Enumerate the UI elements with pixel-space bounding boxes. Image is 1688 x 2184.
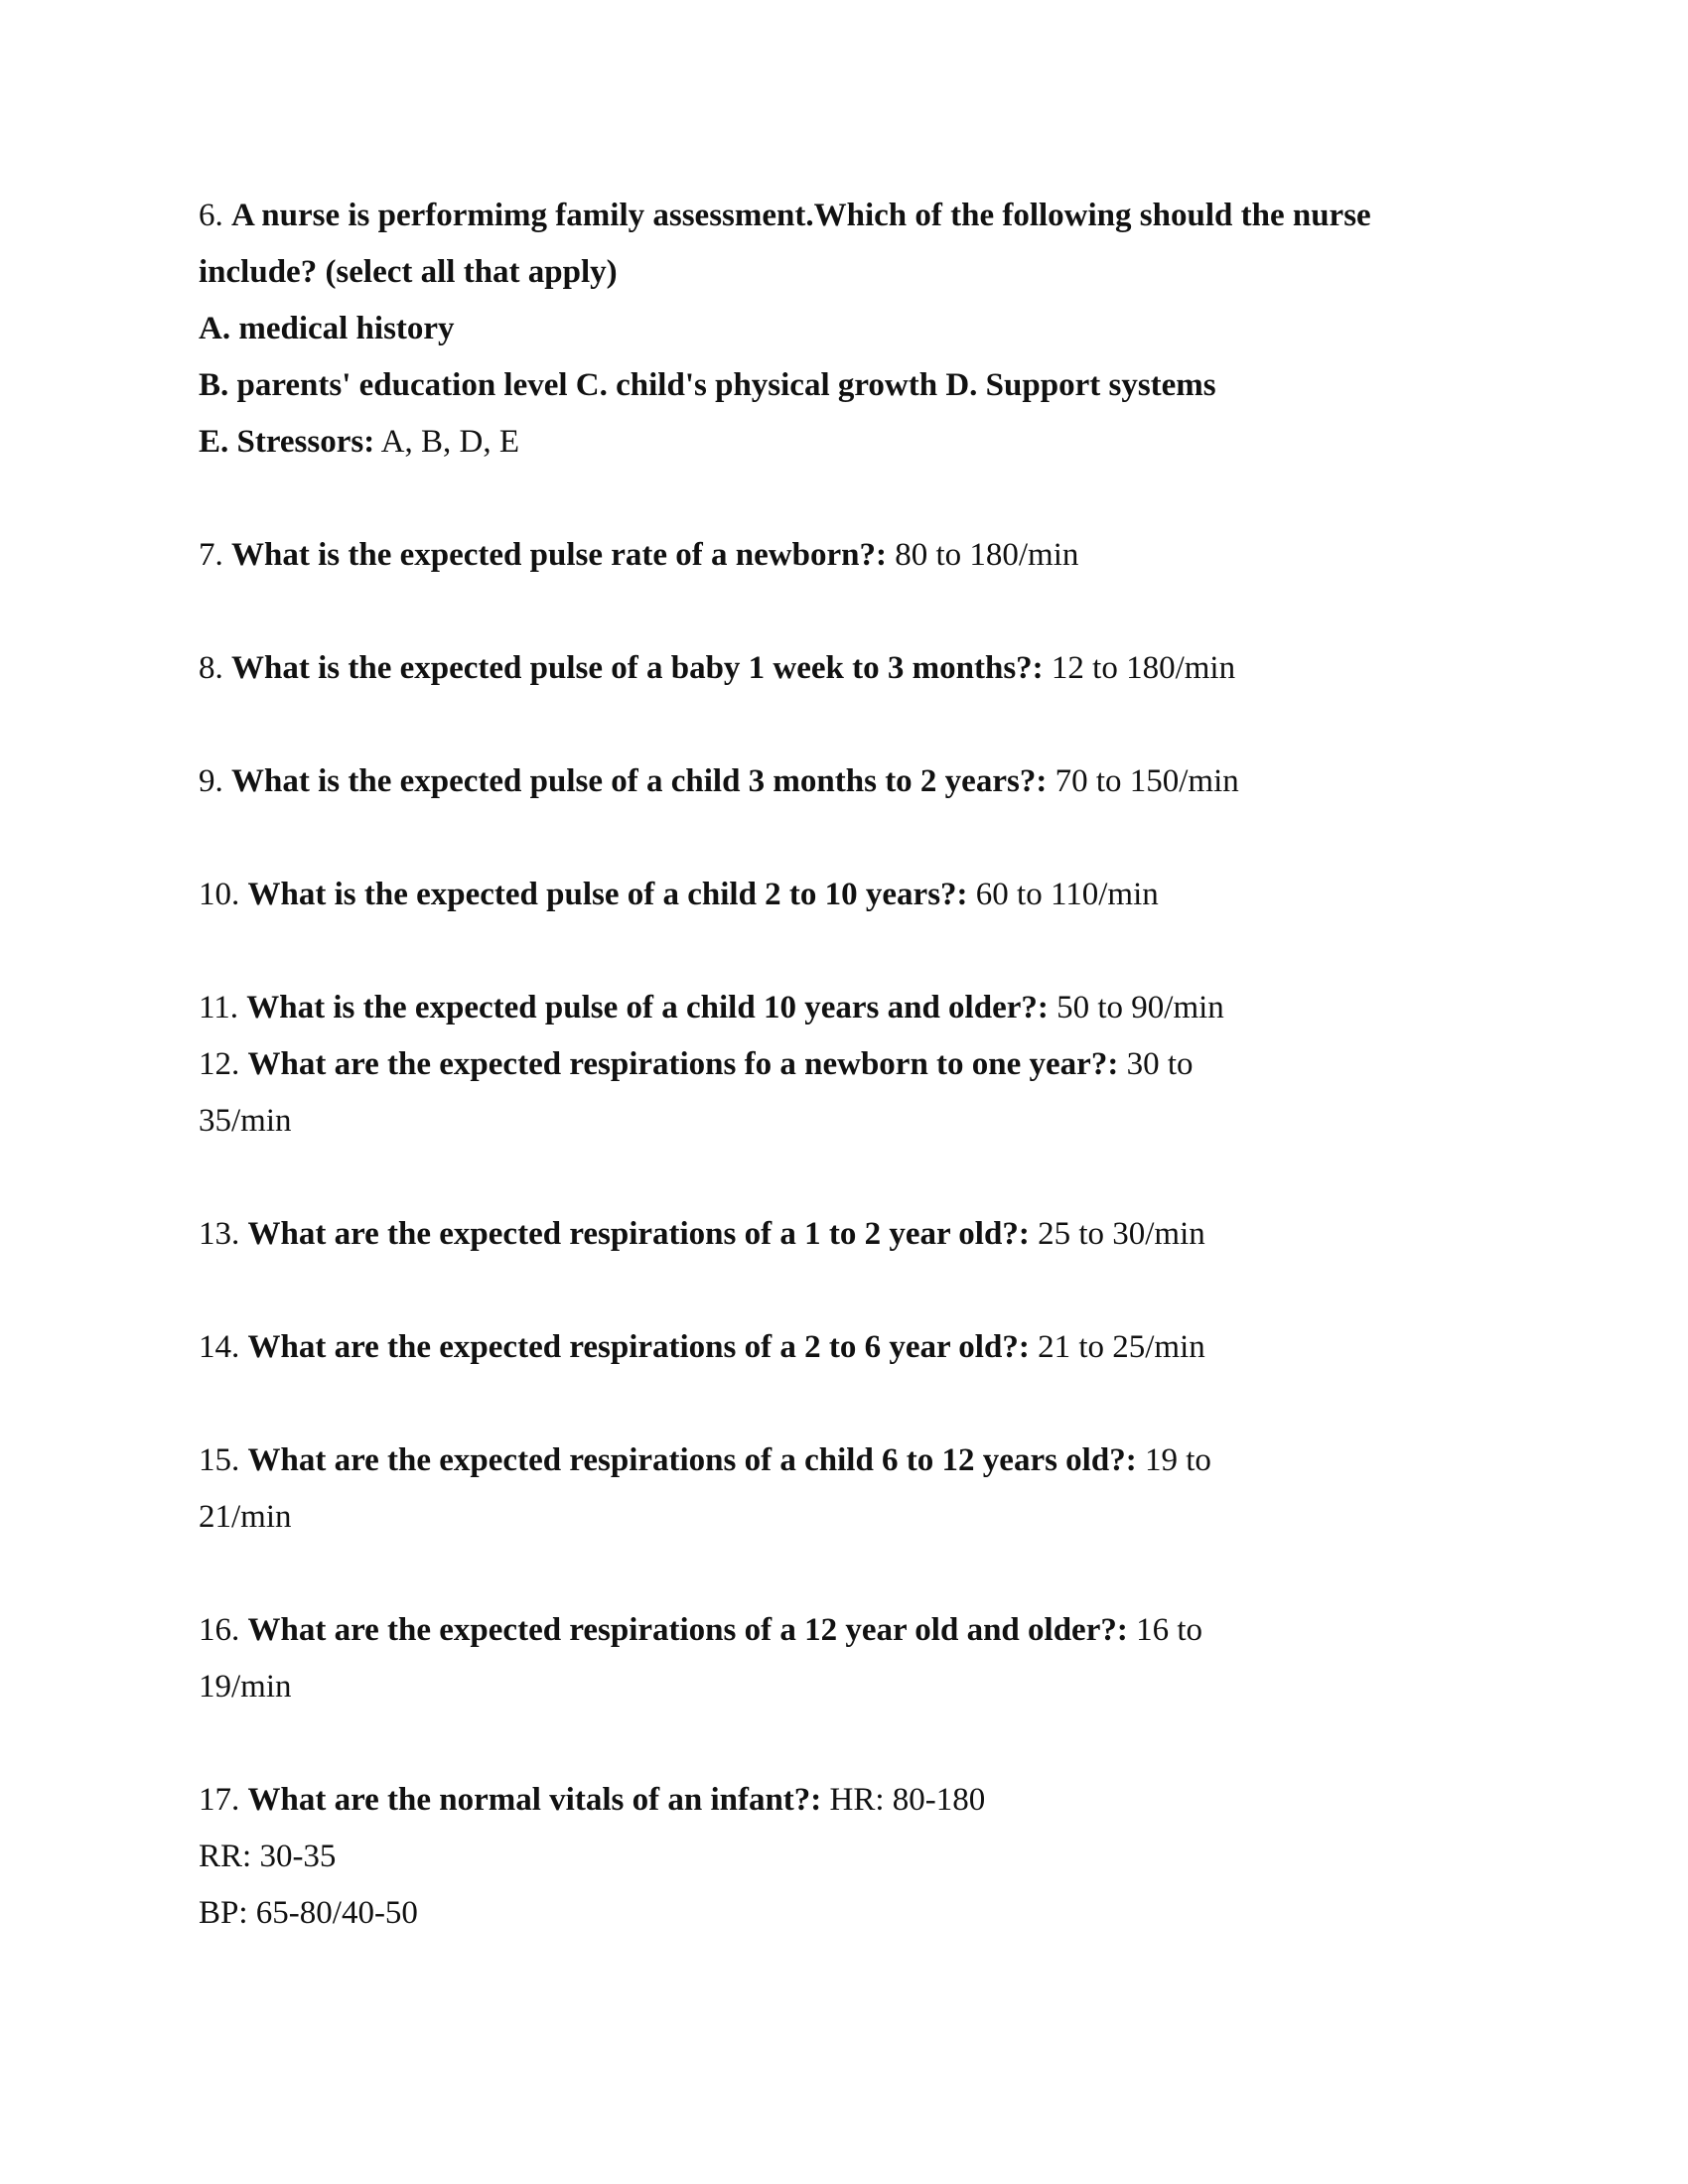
q14-question: What are the expected respirations of a 2 to 6 year old?:	[247, 1329, 1030, 1365]
q8-question: What is the expected pulse of a baby 1 week to 3 months?:	[231, 650, 1044, 686]
q7-number: 7.	[199, 537, 223, 573]
q17-answer-hr: HR: 80-180	[829, 1782, 986, 1818]
q11-number: 11.	[199, 990, 239, 1025]
q16-question: What are the expected respirations of a 12 year old and older?:	[247, 1612, 1128, 1648]
q12-line1	[199, 1044, 1489, 1084]
q17-answer-bp: BP: 65-80/40-50	[199, 1895, 418, 1931]
q11-answer: 50 to 90/min	[1056, 990, 1224, 1025]
q14-answer: 21 to 25/min	[1038, 1329, 1205, 1365]
q6-line1	[199, 196, 1489, 235]
q9-number: 9.	[199, 763, 223, 799]
q16-number: 16.	[199, 1612, 240, 1648]
q12-question: What are the expected respirations fo a newborn to one year?:	[247, 1046, 1119, 1082]
q9-question: What is the expected pulse of a child 3 months to 2 years?:	[231, 763, 1048, 799]
q11-line	[199, 988, 1489, 1027]
q15-answer-part2: 21/min	[199, 1499, 292, 1535]
q9-line	[199, 761, 1489, 801]
q13-answer: 25 to 30/min	[1038, 1216, 1205, 1252]
q6-number: 6.	[199, 198, 223, 233]
q17-question: What are the normal vitals of an infant?:	[247, 1782, 822, 1818]
q6-options-bcd: B. parents' education level C. child's physical growth D. Support systems	[199, 367, 1216, 403]
q6-question-line2: include? (select all that apply)	[199, 254, 618, 290]
q15-question: What are the expected respirations of a child 6 to 12 years old?:	[247, 1442, 1137, 1478]
q10-answer: 60 to 110/min	[975, 877, 1159, 912]
q15-number: 15.	[199, 1442, 240, 1478]
q17-number: 17.	[199, 1782, 240, 1818]
q14-number: 14.	[199, 1329, 240, 1365]
q8-answer: 12 to 180/min	[1051, 650, 1236, 686]
q12-answer-part2: 35/min	[199, 1103, 292, 1139]
q13-line	[199, 1214, 1489, 1254]
q10-question: What is the expected pulse of a child 2 to 10 years?:	[247, 877, 968, 912]
q16-answer-part1: 16 to	[1136, 1612, 1203, 1648]
q7-line	[199, 535, 1489, 575]
q6-question-line1: A nurse is performimg family assessment.Which of the following should the nurse	[231, 198, 1371, 233]
q10-number: 10.	[199, 877, 240, 912]
q16-answer-part2: 19/min	[199, 1669, 292, 1705]
q13-question: What are the expected respirations of a 1 to 2 year old?:	[247, 1216, 1030, 1252]
q7-question: What is the expected pulse rate of a newborn?:	[231, 537, 887, 573]
q15-line1	[199, 1440, 1489, 1480]
q6-answer: A, B, D, E	[380, 424, 519, 460]
q12-number: 12.	[199, 1046, 240, 1082]
q10-line	[199, 875, 1489, 914]
q6-option-e: E. Stressors:	[199, 424, 375, 460]
q17-answer-rr: RR: 30-35	[199, 1839, 337, 1874]
q11-question: What is the expected pulse of a child 10 years and older?:	[246, 990, 1049, 1025]
q13-number: 13.	[199, 1216, 240, 1252]
q17-line1	[199, 1780, 1489, 1820]
q6-option-a: A. medical history	[199, 311, 455, 346]
q15-answer-part1: 19 to	[1144, 1442, 1211, 1478]
q8-line	[199, 648, 1489, 688]
q9-answer: 70 to 150/min	[1055, 763, 1239, 799]
q6-option-e-line	[199, 422, 1489, 462]
q8-number: 8.	[199, 650, 223, 686]
q14-line	[199, 1327, 1489, 1367]
q7-answer: 80 to 180/min	[895, 537, 1079, 573]
q12-answer-part1: 30 to	[1126, 1046, 1194, 1082]
q16-line1	[199, 1610, 1489, 1650]
